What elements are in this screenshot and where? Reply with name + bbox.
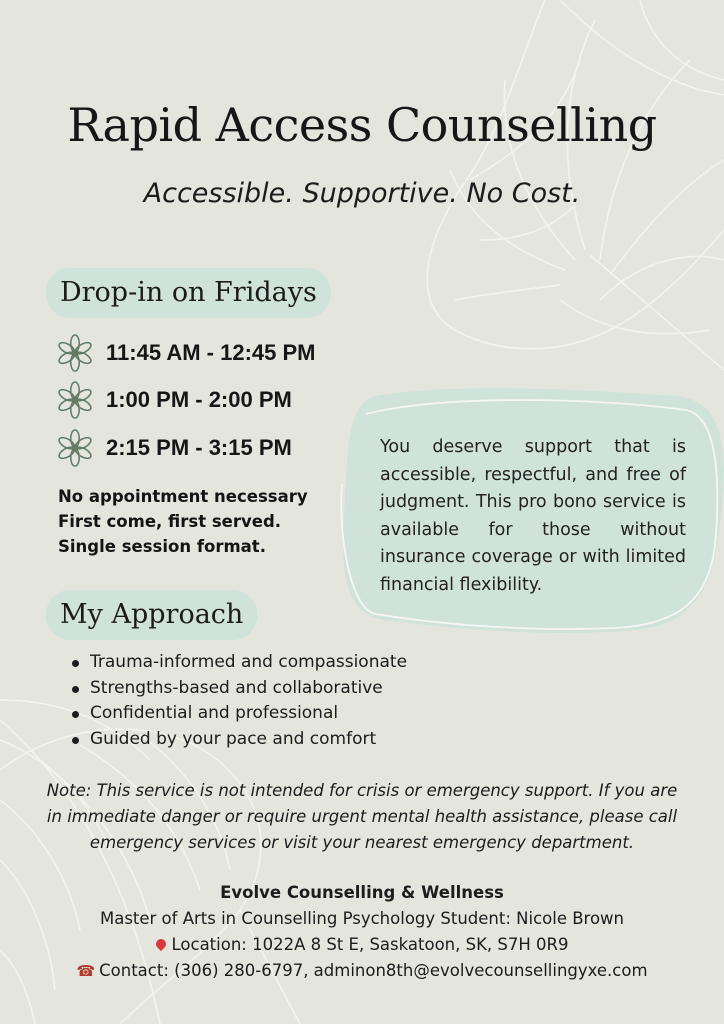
time-slot-label: 11:45 AM - 12:45 PM [106, 340, 316, 365]
contact-text: Contact: (306) 280-6797, adminon8th@evolvecounsellingyxe.com [99, 961, 648, 980]
time-slot [56, 333, 316, 373]
page-title: Rapid Access Counselling [67, 98, 657, 152]
tagline: Accessible. Supportive. No Cost. [143, 178, 581, 209]
flower-icon [56, 381, 94, 419]
organization-name: Evolve Counselling & Wellness [220, 883, 504, 902]
footer [0, 880, 724, 984]
phone-icon: ☎ [76, 962, 96, 980]
location-pin-icon [153, 937, 167, 951]
dropin-heading: Drop-in on Fridays [46, 268, 331, 318]
approach-list [70, 650, 407, 752]
flower-icon [56, 334, 94, 372]
list-item: Strengths-based and collaborative [70, 676, 407, 702]
list-item: Trauma-informed and compassionate [70, 650, 407, 676]
dropin-notes [58, 484, 308, 559]
flower-icon [56, 429, 94, 467]
time-slot-label: 2:15 PM - 3:15 PM [106, 435, 292, 460]
time-slot-label: 1:00 PM - 2:00 PM [106, 387, 292, 412]
contact-line [0, 958, 724, 984]
time-slot [56, 428, 292, 468]
list-item: Confidential and professional [70, 701, 407, 727]
note-line: No appointment necessary [58, 487, 308, 506]
support-statement: You deserve support that is accessible, respectful, and free of judgment. This pro bono service is available for those without insurance coverage or with limited financial flexibility. [380, 437, 686, 595]
student-credential: Master of Arts in Counselling Psychology Student: Nicole Brown [99, 909, 625, 928]
crisis-disclaimer: Note: This service is not intended for crisis or emergency support. If you are in immediate danger or require urgent mental health assistance, please call emergency services or visit your nearest emergency department. [46, 781, 678, 852]
location-text: Location: 1022A 8 St E, Saskatoon, SK, S7H 0R9 [171, 935, 569, 954]
list-item: Guided by your pace and comfort [70, 727, 407, 753]
time-slot [56, 380, 292, 420]
note-line: First come, first served. [58, 512, 282, 531]
note-line: Single session format. [58, 537, 266, 556]
approach-heading: My Approach [46, 590, 257, 640]
location-line [0, 932, 724, 958]
